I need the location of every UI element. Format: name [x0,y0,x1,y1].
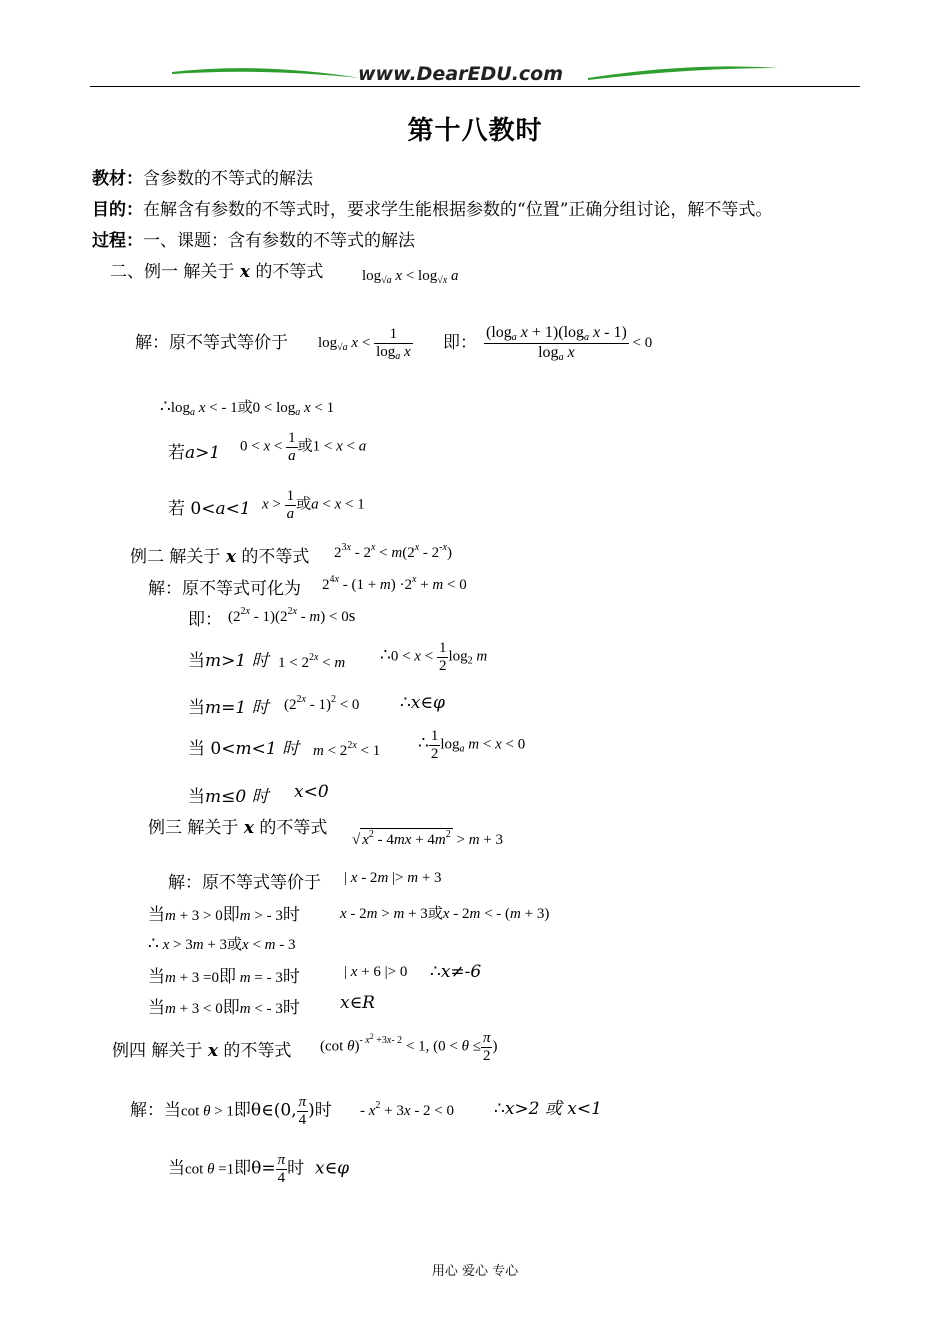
header-rule [90,86,860,87]
purpose-label: 目的： [92,200,143,220]
ex1-equiv: $\log_{√a} x$ < $\frac{1}{\log_a x}$ [318,326,411,362]
ex2-case2-result: ∴x∈φ [400,693,445,713]
ex1-intro: 二、例一 解关于 x 的不等式 [110,262,324,282]
ex2-intro: 例二 解关于 x 的不等式 [130,547,310,567]
ex1-case1: 若a>1 [168,443,221,463]
ex4-intro: 例四 解关于 x 的不等式 [112,1041,292,1061]
ex1-product: $\frac{(\log_a x + 1)(\log_a x - 1)}{\log_a x}$ < 0 [486,324,653,363]
ex4-case2: 当cot θ =1即θ= $\frac{\pi}{4}$ 时 x∈φ [168,1152,350,1186]
ex3-case2-cond: | x + 6 |> 0 [344,964,408,980]
ex3-case2: 当m + 3 =0即 m = - 3时 [148,967,300,987]
ex2-case4-result: x<0 [294,782,329,802]
ex3-case1-conclusion: ∴ x > 3m + 3或x < m - 3 [148,934,296,953]
header-site: www.DearEDU.com [358,63,564,85]
process-label: 过程： [92,231,143,251]
ex2-case1-cond: $1 < 2^{2x} < m$ [278,652,346,671]
purpose-line [92,195,772,220]
process-line [92,226,415,251]
header-swoosh-left [170,62,370,86]
header-banner [170,62,780,86]
ex3-case1-result: x - 2m > m + 3或x - 2m < - (m + 3) [340,906,550,922]
ex1-case2: 若 0<a<1 [168,499,251,519]
ex4-inequality: (cot θ)$^{- x^2 +3x- 2}$ < 1, (0 < θ ≤ $\frac{\pi}{2}$ ) [320,1030,498,1064]
ex3-solution: 解：原不等式等价于 [168,873,321,893]
ex1-ji: 即： [443,333,477,353]
header-swoosh-right [580,62,780,86]
ex3-case3-result: x∈R [340,993,375,1013]
ex1-solution-label: 解：原不等式等价于 [135,333,288,353]
ex3-case2-result: ∴x≠-6 [430,962,482,982]
material-line [92,164,313,189]
footer: 用心 爱心 专心 [431,1264,519,1279]
ex1-case2-result: x > $\frac{1}{a}$ 或a < x < 1 [262,488,365,522]
ex2-case1-result: ∴0 < x < $\frac{1}{2}$ $\log_2 m$ [380,640,488,674]
ex2-case3-result: ∴ $\frac{1}{2}$ $\log_a m < x < 0$ [418,728,526,762]
ex2-inequality: $2^{3x} - 2^x < m(2^x - 2^{-x})$ [334,542,452,561]
ex2-case1: 当m>1 时 [188,651,269,671]
ex3-intro: 例三 解关于 x 的不等式 [148,818,328,838]
ex2-case2: 当m=1 时 [188,698,269,718]
ex2-case3-cond: $m < 2^{2x} < 1$ [313,740,381,759]
ex2-case3: 当 0<m<1 时 [188,739,300,759]
material-label: 教材： [92,169,143,189]
ex4-case1: 解：当cot θ > 1即θ∈(0, $\frac{\pi}{4}$ )时 [130,1094,332,1128]
ex2-transformed: $2^{4x} - (1 + m) \cdot 2^x + m < 0$ [322,574,467,593]
ex1-therefore: $\therefore\log_a$ x < - 1或$0 < \log_a x < 1$ [160,397,335,418]
ex2-case2-cond: $(2^{2x} - 1)^2 < 0$ [284,694,360,713]
ex2-ji: 即： [188,610,222,630]
ex4-case1-result: ∴x>2 或 x<1 [494,1099,602,1119]
purpose-text: 在解含有参数的不等式时，要求学生能根据参数的“位置”正确分组讨论，解不等式。 [143,200,773,220]
material-text: 含参数的不等式的解法 [143,169,313,189]
ex4-case1-ineq: - $x^2 + 3x - 2 < 0$ [360,1100,455,1119]
ex2-factored: $(2^{2x} - 1)(2^{2x} - m) < 0s$ [228,606,356,625]
page-title: 第十八教时 [407,116,543,146]
ex1-inequality: $\log_{√a} x < \log_{√x} a$ [362,268,459,286]
process-text: 一、课题：含有参数的不等式的解法 [143,231,415,251]
ex2-solution: 解：原不等式可化为 [148,579,301,599]
ex3-case1: 当m + 3 > 0即m > - 3时 [148,905,300,925]
ex1-case1-result: 0 < x < $\frac{1}{a}$ 或1 < x < a [240,430,367,464]
ex3-case3: 当m + 3 < 0即m < - 3时 [148,998,300,1018]
ex3-inequality: √ $x^2 - 4mx + 4m^2 > m + 3$ [352,829,503,848]
ex3-abs: | x - 2m |> m + 3 [344,870,442,886]
ex2-case4: 当m≤0 时 [188,787,269,807]
